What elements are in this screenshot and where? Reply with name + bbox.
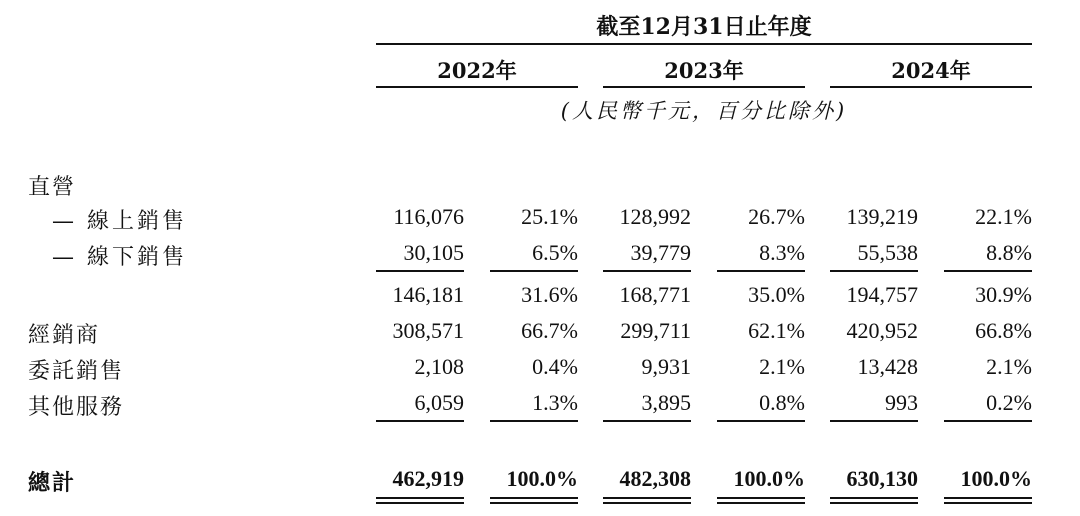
cell-total-2024-pct: 100.0% xyxy=(960,466,1032,491)
year-2023-heading: 2023年 xyxy=(664,58,744,83)
total-double-rule xyxy=(830,497,918,499)
year-2024-heading: 2024年 xyxy=(891,58,971,83)
cell-subtotal-2023-pct: 35.0% xyxy=(748,282,805,307)
cell-distributors-2022-pct: 66.7% xyxy=(521,318,578,343)
subtotal-rule xyxy=(376,270,464,272)
cell-subtotal-2023-amount: 168,771 xyxy=(619,282,691,307)
row-label-other-services: 其他服務 xyxy=(28,395,125,420)
unit-note: (人民幣千元，百分比除外) xyxy=(560,99,848,123)
row-label-total: 總計 xyxy=(28,470,77,496)
subtotal-rule xyxy=(490,270,578,272)
cell-subtotal-2024-pct: 30.9% xyxy=(975,282,1032,307)
cell-other-2023-amount: 3,895 xyxy=(641,390,691,415)
cell-total-2024-amount: 630,130 xyxy=(846,466,918,491)
cell-offline-2024-amount: 55,538 xyxy=(857,240,918,265)
cell-online-2023-amount: 128,992 xyxy=(619,204,691,229)
cell-consignment-2022-pct: 0.4% xyxy=(532,354,578,379)
total-rule xyxy=(830,420,918,422)
cell-distributors-2023-pct: 62.1% xyxy=(748,318,805,343)
cell-offline-2023-pct: 8.3% xyxy=(759,240,805,265)
total-rule xyxy=(717,420,805,422)
cell-other-2023-pct: 0.8% xyxy=(759,390,805,415)
year-2024-rule xyxy=(830,86,1032,88)
subtotal-rule xyxy=(944,270,1032,272)
cell-consignment-2024-amount: 13,428 xyxy=(857,354,918,379)
cell-distributors-2022-amount: 308,571 xyxy=(392,318,464,343)
total-double-rule xyxy=(944,502,1032,504)
cell-distributors-2024-pct: 66.8% xyxy=(975,318,1032,343)
row-label-offline: — 線下銷售 xyxy=(52,245,187,270)
row-label-distributors: 經銷商 xyxy=(28,323,101,348)
cell-online-2022-amount: 116,076 xyxy=(393,204,464,229)
total-double-rule xyxy=(603,497,691,499)
cell-total-2022-amount: 462,919 xyxy=(392,466,464,491)
subtotal-rule xyxy=(717,270,805,272)
cell-online-2024-amount: 139,219 xyxy=(846,204,918,229)
row-label-online: — 線上銷售 xyxy=(52,209,187,234)
cell-other-2022-amount: 6,059 xyxy=(414,390,464,415)
cell-offline-2022-pct: 6.5% xyxy=(532,240,578,265)
row-label-consignment: 委託銷售 xyxy=(28,359,125,384)
cell-consignment-2023-amount: 9,931 xyxy=(641,354,691,379)
total-rule xyxy=(603,420,691,422)
cell-distributors-2024-amount: 420,952 xyxy=(846,318,918,343)
total-double-rule xyxy=(490,497,578,499)
cell-total-2023-pct: 100.0% xyxy=(733,466,805,491)
cell-subtotal-2022-pct: 31.6% xyxy=(521,282,578,307)
cell-offline-2024-pct: 8.8% xyxy=(986,240,1032,265)
cell-total-2022-pct: 100.0% xyxy=(506,466,578,491)
total-double-rule xyxy=(490,502,578,504)
cell-online-2023-pct: 26.7% xyxy=(748,204,805,229)
total-double-rule xyxy=(376,502,464,504)
total-double-rule xyxy=(944,497,1032,499)
total-double-rule xyxy=(717,497,805,499)
total-double-rule xyxy=(717,502,805,504)
total-double-rule xyxy=(830,502,918,504)
period-title: 截至12月31日止年度 xyxy=(596,14,812,40)
cell-offline-2022-amount: 30,105 xyxy=(403,240,464,265)
total-rule xyxy=(490,420,578,422)
cell-distributors-2023-amount: 299,711 xyxy=(620,318,691,343)
cell-subtotal-2022-amount: 146,181 xyxy=(392,282,464,307)
header-rule xyxy=(376,43,1032,45)
cell-subtotal-2024-amount: 194,757 xyxy=(846,282,918,307)
total-double-rule xyxy=(376,497,464,499)
year-2023-rule xyxy=(603,86,805,88)
subtotal-rule xyxy=(830,270,918,272)
cell-other-2024-amount: 993 xyxy=(885,390,918,415)
year-2022-rule xyxy=(376,86,578,88)
total-rule xyxy=(944,420,1032,422)
cell-online-2022-pct: 25.1% xyxy=(521,204,578,229)
year-2022-heading: 2022年 xyxy=(437,58,517,83)
row-label-direct: 直營 xyxy=(28,175,77,200)
cell-total-2023-amount: 482,308 xyxy=(619,466,691,491)
cell-online-2024-pct: 22.1% xyxy=(975,204,1032,229)
cell-offline-2023-amount: 39,779 xyxy=(630,240,691,265)
subtotal-rule xyxy=(603,270,691,272)
total-double-rule xyxy=(603,502,691,504)
total-rule xyxy=(376,420,464,422)
cell-other-2022-pct: 1.3% xyxy=(532,390,578,415)
cell-consignment-2022-amount: 2,108 xyxy=(414,354,464,379)
cell-consignment-2023-pct: 2.1% xyxy=(759,354,805,379)
cell-other-2024-pct: 0.2% xyxy=(986,390,1032,415)
cell-consignment-2024-pct: 2.1% xyxy=(986,354,1032,379)
